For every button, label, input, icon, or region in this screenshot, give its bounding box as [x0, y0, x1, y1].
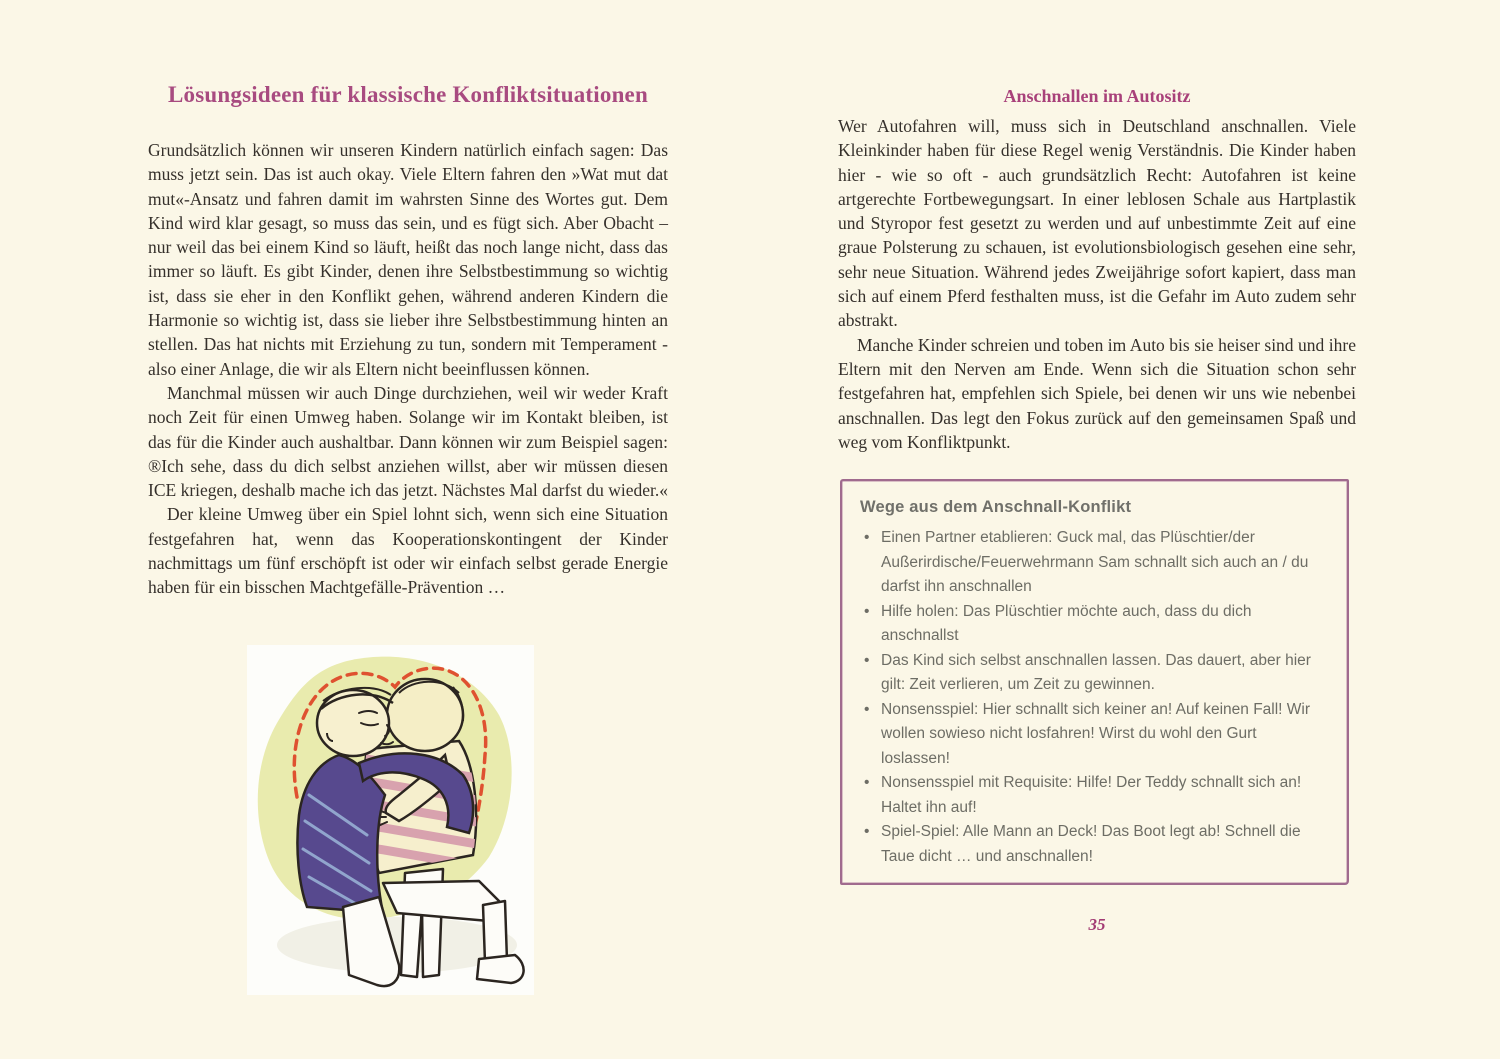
tip-box-item: • Spiel-Spiel: Alle Mann an Deck! Das Boot legt ab! Schnell die Taue dicht … und anschnallen! — [860, 820, 1327, 869]
body-paragraph: Manchmal müssen wir auch Dinge durchziehen, weil wir weder Kraft noch Zeit für einen Umweg haben. Solange wir im Kontakt bleiben, ist das für die Kinder auch aushaltbar. Dann können wir zum Beispiel sagen: ®Ich sehe, dass du dich selbst anziehen willst, aber wir müssen diesen ICE kriegen, deshalb mache ich das jetzt. Nächstes Mal darfst du wieder.« — [148, 382, 668, 501]
left-page — [148, 82, 668, 600]
body-paragraph: Manche Kinder schreien und toben im Auto bis sie heiser sind und ihre Eltern mit den Nerven am Ende. Wenn sich die Situation schon sehr festgefahren hat, empfehlen sich Spiele, bei denen wir uns wie nebenbei anschnallen. Das legt den Fokus zurück auf den gemeinsamen Spaß und weg vom Konfliktpunkt. — [838, 334, 1356, 452]
tip-box-item: • Nonsensspiel mit Requisite: Hilfe! Der Teddy schnallt sich an! Haltet ihn auf! — [860, 771, 1327, 820]
tip-box — [840, 479, 1349, 885]
tip-box-list — [860, 526, 1327, 869]
left-page-heading: Lösungsideen für klassische Konfliktsituationen — [168, 82, 648, 107]
hug-illustration-svg — [247, 645, 534, 995]
parent-child-hug-illustration — [247, 645, 534, 995]
tip-box-item: • Das Kind sich selbst anschnallen lassen. Das dauert, aber hier gilt: Zeit verlieren, um Zeit zu gewinnen. — [860, 649, 1327, 698]
right-page-body — [838, 114, 1356, 454]
body-paragraph: Der kleine Umweg über ein Spiel lohnt sich, wenn sich eine Situation festgefahren hat, wenn das Kooperationskontingent der Kinder nachmittags um fünf erschöpft ist oder wir einfach selbst gerade Energie haben für ein bisschen Machtgefälle-Prävention … — [148, 504, 668, 598]
left-page-body — [148, 138, 668, 600]
tip-box-item: • Einen Partner etablieren: Guck mal, das Plüschtier/der Außerirdische/Feuerwehrmann Sam schnallt sich auch an / du darfst ihn anschnallen — [860, 526, 1327, 600]
body-paragraph: Grundsätzlich können wir unseren Kindern natürlich einfach sagen: Das muss jetzt sein. Das ist auch okay. Viele Eltern fahren den »Wat mut dat mut«-Ansatz und fahren damit im wahrsten Sinne des Wortes gut. Dem Kind wird klar gesagt, so muss das sein, und es fügt sich. Aber Obacht – nur weil das bei einem Kind so läuft, heißt das noch lange nicht, dass das immer so läuft. Es gibt Kinder, denen ihre Selbstbestimmung so wichtig ist, dass sie eher in den Konflikt gehen, während anderen Kindern die Harmonie so wichtig ist, dass sie lieber ihre Selbstbestimmung hinten an stellen. Das hat nichts mit Erziehung zu tun, sondern mit Temperament - also einer Anlage, die wir als Eltern nicht beeinflussen können. — [148, 140, 668, 379]
tip-box-title: Wege aus dem Anschnall-Konflikt — [860, 498, 1132, 516]
right-page — [838, 86, 1356, 454]
tip-box-item: • Hilfe holen: Das Plüschtier möchte auch, dass du dich anschnallst — [860, 600, 1327, 649]
body-paragraph: Wer Autofahren will, muss sich in Deutschland anschnallen. Viele Kleinkinder haben für diese Regel wenig Verständnis. Die Kinder haben hier - wie so oft - auch grundsätzlich Recht: Autofahren ist keine artgerechte Fortbewegungsart. In einer leblosen Schale aus Hartplastik und Styropor fest gesetzt zu werden und auf unbestimmte Zeit auf eine graue Polsterung zu schauen, ist evolutionsbiologisch gesehen eine sehr, sehr neue Situation. Während jedes Zweijährige sofort kapiert, dass man sich auf einem Pferd festhalten muss, ist die Gefahr im Auto zudem sehr abstrakt. — [838, 116, 1356, 331]
right-page-heading: Anschnallen im Autositz — [1003, 86, 1191, 106]
page-number: 35 — [1088, 915, 1106, 934]
tip-box-item: • Nonsensspiel: Hier schnallt sich keiner an! Auf keinen Fall! Wir wollen sowieso nicht losfahren! Wirst du wohl den Gurt loslassen! — [860, 698, 1327, 772]
